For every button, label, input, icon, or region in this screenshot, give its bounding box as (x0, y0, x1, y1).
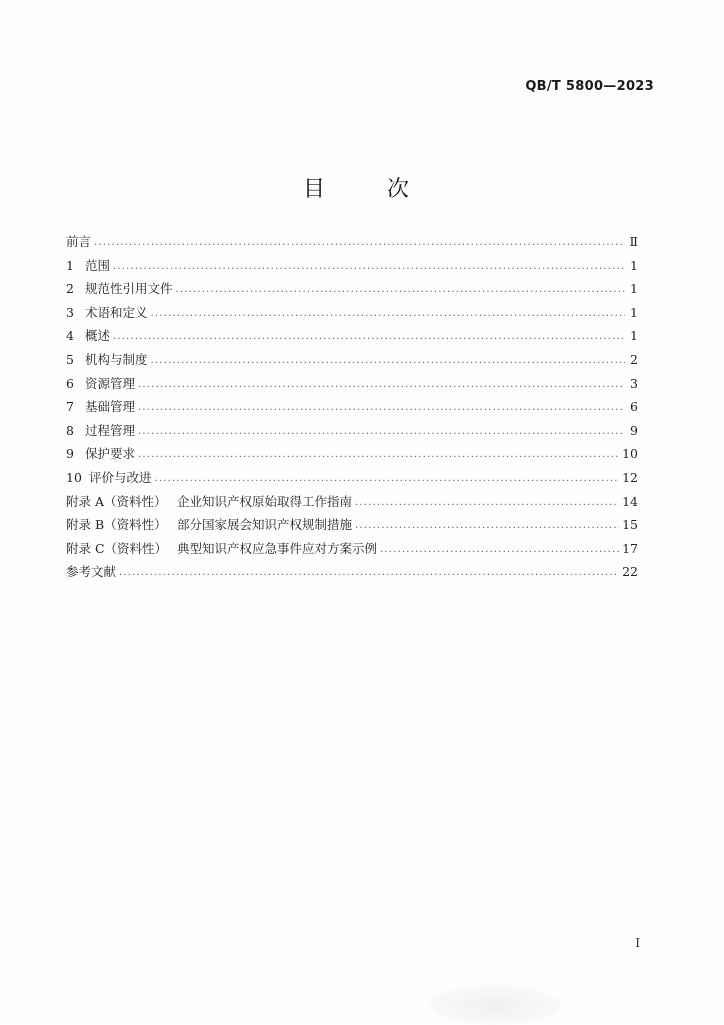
toc-entry-page: 6 (630, 399, 638, 415)
toc-leader-dots (355, 495, 619, 511)
toc-entry-number: 4 (66, 328, 74, 344)
toc-entry-label: 企业知识产权原始取得工作指南 (177, 493, 353, 509)
toc-entry-page: Ⅱ (629, 234, 638, 249)
toc-leader-dots (113, 329, 625, 345)
toc-entry-label: 概述 (85, 328, 111, 344)
toc-entry-label: 规范性引用文件 (85, 281, 173, 297)
toc-entry-9[interactable] (66, 446, 638, 470)
toc-entry-label: 部分国家展会知识产权规制措施 (177, 517, 353, 533)
toc-entry-6[interactable] (66, 376, 638, 400)
toc-entry-label: 前言 (66, 234, 92, 249)
toc-entry-label: 保护要求 (85, 446, 136, 462)
toc-entry-number: 7 (66, 399, 74, 415)
toc-leader-dots (119, 565, 619, 581)
toc-appendix-prefix: 附录 A（资料性） (66, 493, 167, 509)
toc-entry-page: 3 (630, 375, 638, 391)
toc-entry-page: 9 (630, 422, 638, 438)
toc-appendix-prefix: 附录 C（资料性） (66, 540, 168, 556)
toc-entry-8[interactable] (66, 423, 638, 447)
toc-entry-number: 5 (66, 351, 74, 367)
toc-entry-number: 6 (66, 375, 74, 391)
toc-entry-number: 2 (66, 281, 74, 297)
toc-entry-page: 14 (622, 493, 638, 509)
toc-entry-label: 评价与改进 (89, 469, 152, 485)
toc-leader-dots (355, 518, 619, 534)
page-title: 目 次 (302, 177, 429, 202)
toc-leader-dots (138, 400, 625, 416)
table-of-contents (66, 234, 638, 588)
toc-entry-label: 参考文献 (66, 564, 117, 580)
toc-entry-label: 术语和定义 (85, 304, 148, 320)
toc-entry-foreword[interactable] (66, 234, 638, 258)
toc-entry-page: 1 (630, 257, 638, 273)
page-number: I (635, 936, 640, 950)
toc-entry-2[interactable] (66, 281, 638, 305)
toc-entry-label: 基础管理 (85, 399, 136, 415)
toc-entry-3[interactable] (66, 305, 638, 329)
toc-leader-dots (94, 235, 625, 251)
toc-entry-label: 过程管理 (85, 422, 136, 438)
toc-entry-page: 1 (630, 304, 638, 320)
scan-shadow (430, 985, 560, 1025)
toc-entry-number: 1 (66, 257, 74, 273)
toc-entry-10[interactable] (66, 470, 638, 494)
toc-entry-number: 9 (66, 446, 74, 462)
toc-entry-references[interactable] (66, 564, 638, 588)
toc-entry-appendix-c[interactable] (66, 541, 638, 565)
toc-entry-number: 8 (66, 422, 74, 438)
toc-entry-number: 3 (66, 304, 74, 320)
toc-entry-page: 1 (630, 328, 638, 344)
toc-leader-dots (380, 542, 619, 558)
toc-leader-dots (151, 353, 625, 369)
toc-appendix-prefix: 附录 B（资料性） (66, 517, 167, 533)
toc-entry-label: 典型知识产权应急事件应对方案示例 (177, 540, 378, 556)
toc-entry-5[interactable] (66, 352, 638, 376)
toc-entry-4[interactable] (66, 328, 638, 352)
toc-leader-dots (151, 306, 625, 322)
toc-entry-page: 10 (622, 446, 638, 462)
toc-entry-page: 2 (630, 351, 638, 367)
toc-entry-appendix-b[interactable] (66, 517, 638, 541)
toc-entry-label: 范围 (85, 257, 111, 273)
toc-entry-page: 12 (622, 469, 638, 485)
toc-entry-page: 22 (622, 564, 638, 580)
toc-leader-dots (138, 424, 625, 440)
toc-leader-dots (113, 259, 625, 275)
toc-entry-label: 资源管理 (85, 375, 136, 391)
toc-entry-page: 1 (630, 281, 638, 297)
toc-entry-number: 10 (66, 469, 82, 485)
toc-entry-page: 15 (622, 517, 638, 533)
toc-leader-dots (138, 447, 619, 463)
toc-entry-page: 17 (622, 540, 638, 556)
standard-number: QB/T 5800—2023 (525, 79, 654, 94)
toc-leader-dots (138, 377, 625, 393)
toc-entry-label: 机构与制度 (85, 351, 148, 367)
toc-leader-dots (176, 282, 625, 298)
toc-entry-1[interactable] (66, 258, 638, 282)
toc-entry-7[interactable] (66, 399, 638, 423)
toc-leader-dots (155, 471, 620, 487)
toc-entry-appendix-a[interactable] (66, 494, 638, 518)
